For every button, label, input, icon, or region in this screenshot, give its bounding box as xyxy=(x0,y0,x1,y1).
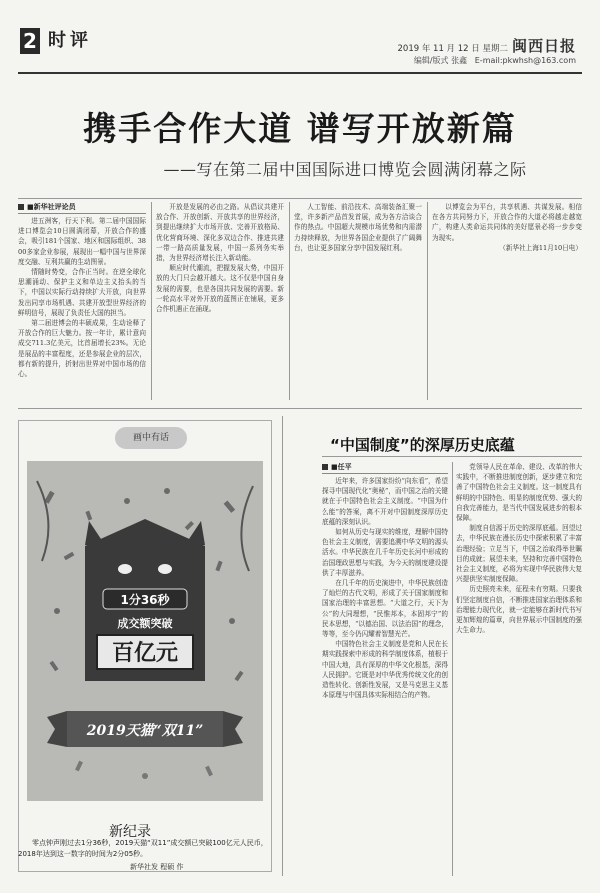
article1-paragraph: 进五洲客，行天下利。第二届中国国际进口博览会10日圆满闭幕，开放合作的盛会，吸引181个国家、地区和国际组织、3800多家企业参展，展现出一幅中国与世界深度交融、互利共赢的生动图景。 xyxy=(18,217,146,266)
picture-title: 新纪录 xyxy=(109,824,151,840)
article1-paragraph: 顺应时代潮流，把握发展大势，中国开放的大门只会越开越大。这不仅是中国自身发展的需要，也是各国共同发展的需要。新一轮高水平对外开放的蓝图正在铺展，更多合作机遇正在涌现。 xyxy=(156,264,284,314)
article2-col-1 xyxy=(322,462,448,876)
banner-sub: 成交额突破 xyxy=(117,617,173,630)
editor-credit: 编辑/版式 张鑫 xyxy=(413,56,468,65)
picture-feature-box xyxy=(18,420,272,872)
article1-paragraph: 情随时势变，合作正当时。在逆全球化思潮涌动、保护主义和单边主义抬头的当下，中国以实际行动持续扩大开放，向世界发出同享市场机遇、共建开放型世界经济的鲜明信号，展现了负责任大国的担当。 xyxy=(18,268,146,317)
article1-dateline: （新华社上海11月10日电） xyxy=(499,243,582,252)
banner-time: 1分36秒 xyxy=(120,593,170,607)
banner-big-number: 百亿元 xyxy=(111,641,179,666)
section-divider xyxy=(18,408,582,409)
double11-illustration xyxy=(27,461,263,801)
article2-paragraph: 中国特色社会主义制度是党和人民在长期实践探索中形成的科学制度体系，植根于中国大地，具有深厚的中华文化根基，深得人民拥护。它既是对中华优秀传统文化的创造性转化、创新性发展，又是马克思主义基本原理与中国具体实际相结合的产物。 xyxy=(322,640,448,700)
column-divider xyxy=(151,202,152,400)
article2-col-2 xyxy=(456,462,582,876)
article2-paragraph: 制度自信源于历史的深厚底蕴。回望过去，中华民族在漫长历史中探索积累了丰富治理经验；立足当下，中国之治取得举世瞩目的成就；展望未来，坚持和完善中国特色社会主义制度，必将为实现中华民族伟大复兴提供坚实制度保障。 xyxy=(456,524,582,584)
article2-paragraph: 近年来，许多国家纷纷“向东看”，希望探寻中国现代化“奥秘”，而中国之治的关键就在于中国特色社会主义制度。“中国为什么能”的答案，离不开对中国制度深厚历史底蕴的深刻认识。 xyxy=(322,477,448,526)
page-number: 2 xyxy=(20,28,40,54)
section-vertical-divider xyxy=(282,416,283,876)
article1-paragraph: 以博览会为平台，共享机遇、共谋发展。相信在各方共同努力下，开放合作的大道必将越走越宽广，构建人类命运共同体的美好愿景必将一步步变为现实。 xyxy=(432,203,582,242)
ribbon-text: 2019天猫“双11” xyxy=(86,723,204,739)
issue-date: 2019 年 11 月 12 日 星期二 xyxy=(397,44,508,54)
article2-paragraph: 党领导人民在革命、建设、改革的伟大实践中，不断推进制度创新，逐步建立和完善了中国特色社会主义制度。这一制度具有鲜明的中国特色、明显的制度优势、强大的自我完善能力，是当代中国发展进步的根本保障。 xyxy=(456,463,582,523)
masthead-info xyxy=(397,37,577,67)
article2-title-rule xyxy=(322,456,582,457)
column-divider xyxy=(427,202,428,400)
article1-col-3 xyxy=(294,202,422,402)
article1-col-2 xyxy=(156,202,284,402)
cat-eye-left xyxy=(118,564,132,574)
article1-paragraph: 开放是发展的必由之路。从倡议共建开放合作、开放创新、开放共享的世界经济，到提出继续扩大市场开放、完善开放格局、优化营商环境、深化多双边合作、推进共建一带一路高质量发展，中国一系列务实举措，为世界经济增长注入新动能。 xyxy=(156,203,284,263)
article1-headline: 携手合作大道 谱写开放新篇 xyxy=(83,109,517,148)
column-divider xyxy=(289,202,290,400)
section-title: 时评 xyxy=(48,30,92,51)
article2-paragraph: 历史照亮未来，征程未有穷期。只要我们坚定制度自信，不断推进国家治理体系和治理能力现代化，就一定能够在新时代书写更加辉煌的篇章，向世界展示中国制度的强大生命力。 xyxy=(456,585,582,635)
column-divider xyxy=(452,462,453,876)
date-line xyxy=(397,37,577,55)
picture-tag: 画中有话 xyxy=(115,427,187,449)
editor-line xyxy=(398,55,577,67)
article2-paragraph: 在几千年的历史演进中，中华民族创造了灿烂的古代文明，形成了关于国家制度和国家治理的丰富思想。“大道之行，天下为公”的大同理想，“民惟邦本，本固邦宁”的民本思想，“以德治国、以法治国”的理念，等等，至今仍闪耀着智慧光芒。 xyxy=(322,579,448,639)
article2-paragraph: 如何从历史与现实的维度，理解中国特色社会主义制度，需要追溯中华文明的源头活水。中华民族在几千年历史长河中形成的治国理政思想与实践，为今天的制度建设提供了丰厚滋养。 xyxy=(322,528,448,577)
picture-caption: 零点钟声刚过去1分36秒，2019天猫“双11”成交额已突破100亿元人民币，2018年达到这一数字的时间为2分05秒。 xyxy=(18,839,268,858)
header-divider xyxy=(18,72,582,74)
article1-paragraph: 第二届进博会的丰硕成果，生动诠释了开放合作的巨大魅力。按一年计，累计意向成交711.3亿美元，比首届增长23%。无论是展品的丰富程度，还是参展企业的层次，都有新的提升，折射出世界对中国市场的信心。 xyxy=(18,319,146,379)
article1-top-rule xyxy=(18,198,582,199)
article1-subheadline: ——写在第二届中国国际进口博览会圆满闭幕之际 xyxy=(163,160,527,179)
article1-byline: ■新华社评论员 xyxy=(18,202,146,214)
article2-byline: ■任平 xyxy=(322,462,448,474)
editor-email: E-mail:pkwhsh@163.com xyxy=(474,56,576,65)
page-header xyxy=(0,0,600,80)
article1-col-1 xyxy=(18,202,146,402)
picture-credit: 新华社发 程硕 作 xyxy=(130,863,184,871)
article1-col-4 xyxy=(432,202,582,402)
cat-eye-right xyxy=(158,564,172,574)
newspaper-brand: 闽西日报 xyxy=(511,37,576,55)
article2-headline: “中国制度”的深厚历史底蕴 xyxy=(330,436,515,454)
article1-paragraph: 人工智能、前沿技术、高端装备汇聚一堂，许多新产品首发首展，成为各方洽谈合作的热点。中国超大规模市场优势和内需潜力持续释放，为世界各国企业提供了广阔舞台，也让更多国家分享中国发展红利。 xyxy=(294,203,422,252)
